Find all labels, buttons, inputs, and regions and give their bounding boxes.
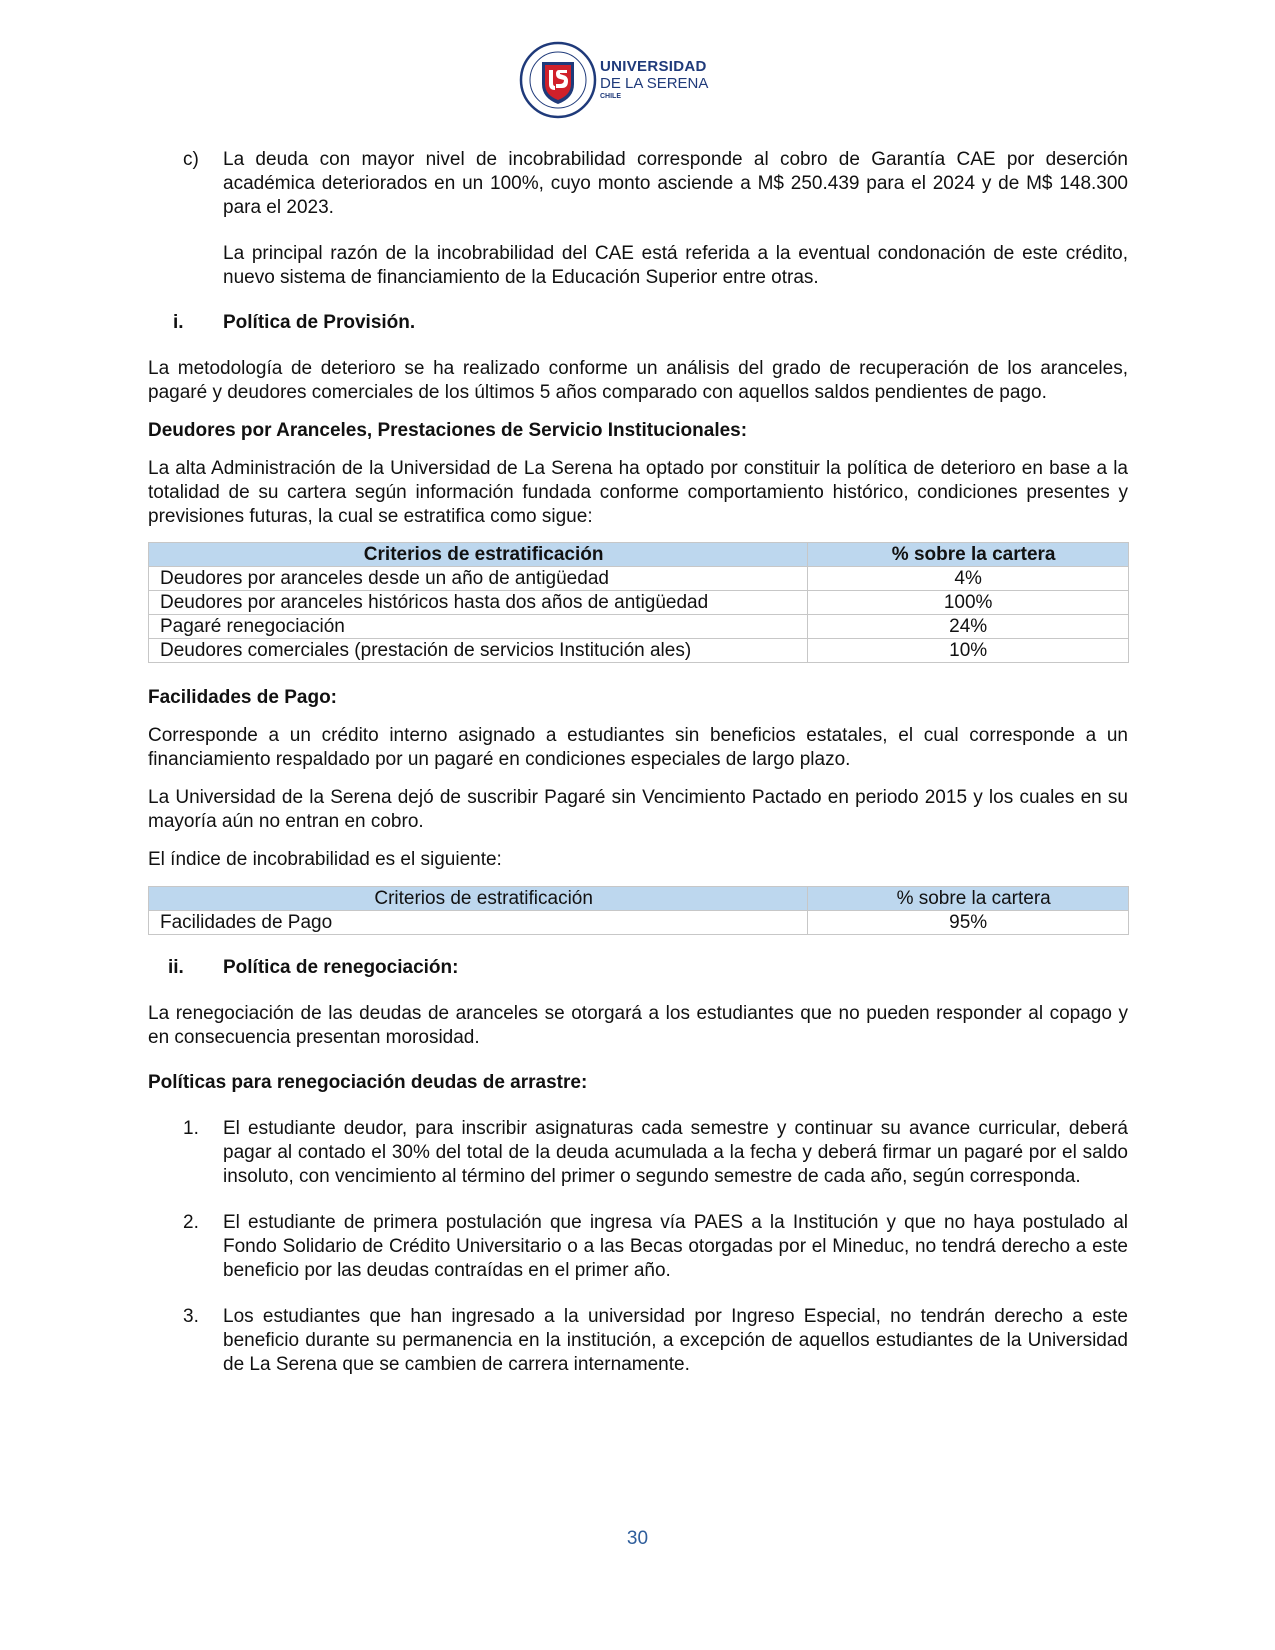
- list-item: [148, 1211, 1128, 1283]
- table-cell: Deudores comerciales (prestación de servicios Institución ales): [149, 639, 808, 663]
- section-heading-provision: [148, 311, 1128, 335]
- table-row: [149, 591, 1129, 615]
- logo-wordmark: [600, 58, 708, 101]
- logo-line-2: DE LA SERENA: [600, 75, 709, 92]
- stratification-table: [148, 542, 1129, 663]
- list-item-text: Los estudiantes que han ingresado a la universidad por Ingreso Especial, no tendrán derecho a este beneficio durante su permanencia en la institución, a excepción de aquellos estudiantes de la Universidad de La Serena que se cambien de carrera internamente.: [223, 1306, 1128, 1375]
- logo-line-1: UNIVERSIDAD: [600, 58, 707, 75]
- list-marker: c): [183, 149, 199, 170]
- document-body: [148, 148, 1128, 1377]
- table-cell: 24%: [808, 615, 1129, 639]
- list-marker: 1.: [183, 1118, 199, 1139]
- paragraph: Corresponde a un crédito interno asignado a estudiantes sin beneficios estatales, el cual corresponde a un financiamiento respaldado por un pagaré en condiciones especiales de largo plazo.: [148, 725, 1128, 770]
- list-item-c: [148, 148, 1128, 290]
- table-header-cell: % sobre la cartera: [808, 887, 1129, 911]
- incobrabilidad-table: [148, 886, 1129, 935]
- list-item-text: El estudiante de primera postulación que ingresa vía PAES a la Institución y que no haya postulado al Fondo Solidario de Crédito Universitario o a las Becas otorgadas por el Mineduc, no tendrá derecho a este beneficio por las deudas contraídas en el primer año.: [223, 1212, 1128, 1281]
- logo-line-3: CHILE: [600, 93, 621, 100]
- paragraph: La alta Administración de la Universidad de La Serena ha optado por constituir la política de deterioro en base a la totalidad de su cartera según información fundada conforme comportamiento histórico, condiciones presentes y previsiones futuras, la cual se estratifica como sigue:: [148, 458, 1128, 527]
- paragraph: La Universidad de la Serena dejó de suscribir Pagaré sin Vencimiento Pactado en periodo 2015 y los cuales en su mayoría aún no entran en cobro.: [148, 787, 1128, 832]
- table-header-row: [149, 543, 1129, 567]
- table-cell: Pagaré renegociación: [149, 615, 808, 639]
- university-logo: [518, 40, 718, 124]
- university-seal-icon: [518, 40, 598, 124]
- list-item: [148, 1117, 1128, 1189]
- table-cell: 4%: [808, 567, 1129, 591]
- table-row: [149, 615, 1129, 639]
- list-marker: 2.: [183, 1212, 199, 1233]
- subheading-politicas: Políticas para renegociación deudas de arrastre:: [148, 1072, 588, 1093]
- item-c-text-1: La deuda con mayor nivel de incobrabilidad corresponde al cobro de Garantía CAE por deserción académica deteriorados en un 100%, cuyo monto asciende a M$ 250.439 para el 2024 y de M$ 148.300 para el 2023.: [223, 149, 1128, 218]
- table-cell: Facilidades de Pago: [149, 911, 808, 935]
- list-marker: 3.: [183, 1306, 199, 1327]
- section-marker: ii.: [168, 957, 184, 978]
- table-header-cell: % sobre la cartera: [808, 543, 1129, 567]
- page-number: 30: [626, 1528, 649, 1549]
- list-item: [148, 1305, 1128, 1377]
- table-cell: 95%: [808, 911, 1129, 935]
- section-title: Política de Provisión.: [223, 312, 416, 333]
- table-header-row: [149, 887, 1129, 911]
- table-header-cell: Criterios de estratificación: [149, 887, 808, 911]
- list-item-text: El estudiante deudor, para inscribir asignaturas cada semestre y continuar su avance curricular, deberá pagar al contado el 30% del total de la deuda acumulada a la fecha y deberá firmar un pagaré por el saldo insoluto, con vencimiento al término del primer o segundo semestre de cada año, según corresponda.: [223, 1118, 1128, 1187]
- item-c-text-2: La principal razón de la incobrabilidad del CAE está referida a la eventual condonación de este crédito, nuevo sistema de financiamiento de la Educación Superior entre otras.: [223, 243, 1128, 288]
- table-row: [149, 567, 1129, 591]
- table-cell: 100%: [808, 591, 1129, 615]
- table-cell: 10%: [808, 639, 1129, 663]
- table-row: [149, 639, 1129, 663]
- section-marker: i.: [173, 312, 184, 333]
- paragraph: La renegociación de las deudas de aranceles se otorgará a los estudiantes que no pueden responder al copago y en consecuencia presentan morosidad.: [148, 1003, 1128, 1048]
- subheading-facilidades: Facilidades de Pago:: [148, 687, 337, 708]
- table-header-cell: Criterios de estratificación: [149, 543, 808, 567]
- paragraph: El índice de incobrabilidad es el siguiente:: [148, 849, 502, 870]
- table-row: [149, 911, 1129, 935]
- table-cell: Deudores por aranceles desde un año de antigüedad: [149, 567, 808, 591]
- table-cell: Deudores por aranceles históricos hasta dos años de antigüedad: [149, 591, 808, 615]
- section-title: Política de renegociación:: [223, 957, 459, 978]
- section-heading-renegociacion: [148, 956, 1128, 980]
- paragraph: La metodología de deterioro se ha realizado conforme un análisis del grado de recuperación de los aranceles, pagaré y deudores comerciales de los últimos 5 años comparado con aquellos saldos pendientes de pago.: [148, 358, 1128, 403]
- subheading-deudores: Deudores por Aranceles, Prestaciones de Servicio Institucionales:: [148, 420, 748, 441]
